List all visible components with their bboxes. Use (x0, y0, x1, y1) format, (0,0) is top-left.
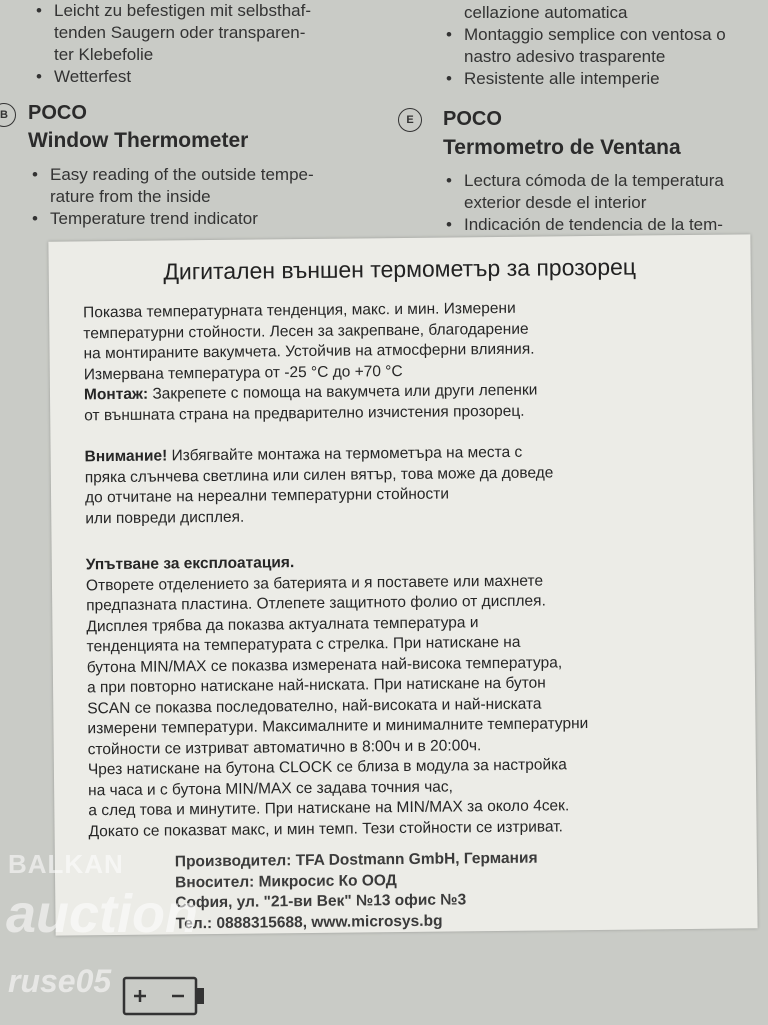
instructions-heading-text: Упътване за експлоатация. (85, 554, 295, 574)
language-badge-e: E (398, 108, 422, 132)
bulgarian-label-sticker (48, 234, 757, 935)
importer-line: Вносител: Микросис Ко ООД (175, 871, 397, 891)
text-line: Докато се показват макс, и мин темп. Тези стойности се изтриват. (88, 817, 563, 840)
warning-label: Внимание! (84, 447, 168, 466)
description-paragraph (83, 297, 724, 427)
leaflet-line: • Temperature trend indicator (28, 208, 368, 230)
text-line: предпазната пластина. Отлепете защитното фолио от дисплея. (86, 592, 546, 615)
text-line: от външната страна на предварително изчистения прозорец. (84, 402, 525, 424)
text-line: Показва температурната тенденция, макс. и мин. Измерени (83, 299, 516, 322)
text-line: пряка слънчева светлина или силен вятър, това може да доведе (84, 463, 554, 486)
brand-label: POCO (28, 102, 87, 124)
text-line: до отчитане на нереални температурни стойности (84, 485, 450, 507)
text-line: SCAN се показва последователно, най-високата и най-ниската (87, 695, 542, 717)
text-line: Чрез натискане на бутона CLOCK се близа в модула за настройка (87, 756, 567, 779)
sticker-title: Дигитален външен термометър за прозорец (163, 253, 637, 285)
leaflet-line: • Leicht zu befestigen mit selbsthaf- (32, 0, 372, 22)
watermark-brand: BALKAN (8, 849, 124, 879)
text-line: измерени температури. Максималните и минималните температурни (87, 715, 589, 738)
text-line: или повреди дисплея. (85, 508, 245, 527)
leaflet-german-column (32, 0, 372, 88)
product-title-spanish: Termometro de Ventana (443, 136, 681, 159)
text-line: стойности се изтриват автоматично в 8:00ч и в 20:00ч. (87, 736, 482, 758)
watermark-user: ruse05 (8, 963, 112, 999)
text-line: температурни стойности. Лесен за закрепване, благодарение (83, 320, 529, 342)
text-line: Измервана температура от -25 °C до +70 °C (83, 362, 403, 383)
mounting-label: Монтаж: (83, 385, 149, 404)
importer-footer (175, 846, 768, 935)
text-line: а при повторно натискане най-ниската. При натискане на бутон (86, 674, 546, 697)
text-line: Дисплея трябва да показва актуалната температура и (86, 613, 479, 635)
leaflet-line: • Montaggio semplice con ventosa o (442, 24, 762, 46)
language-badge-b: B (0, 103, 16, 127)
text-line: на часа и с бутона MIN/MAX се задава точния час, (88, 777, 454, 799)
leaflet-spanish-list (442, 170, 768, 236)
leaflet-line: • Easy reading of the outside tempe- (28, 164, 368, 186)
text-line: на монтираните вакумчета. Устойчив на атмосферни влияния. (83, 340, 535, 363)
leaflet-line: cellazione automatica (464, 3, 628, 22)
mounting-text: Закрепете с помоща на вакумчета или други лепенки (148, 381, 538, 403)
leaflet-line: rature from the inside (50, 187, 211, 206)
manufacturer-line: Производител: TFA Dostmann GmbH, Германия (174, 849, 538, 871)
leaflet-line: • Indicación de tendencia de la tem- (442, 214, 768, 236)
warning-text: Избягвайте монтажа на термометъра на места с (167, 443, 523, 465)
leaflet-line: • Lectura cómoda de la temperatura (442, 170, 768, 192)
text-line: бутона MIN/MAX се показва измерената най-висока температура, (86, 653, 563, 676)
text-line: а след това и минутите. При натискане на MIN/MAX за около 4сек. (88, 797, 570, 820)
contact-line: Тел.: 0888315688, www.microsys.bg (175, 912, 443, 932)
leaflet-line: • Resistente alle intemperie (442, 68, 762, 90)
address-line: София, ул. "21-ви Век" №13 офис №3 (175, 891, 467, 912)
product-title-english: Window Thermometer (28, 129, 249, 152)
leaflet-english-list (28, 164, 368, 230)
leaflet-italian-column (442, 2, 762, 90)
leaflet-line: ter Klebefolie (54, 45, 154, 64)
text-line: тенденцията на температурата с стрелка. При натискане на (86, 633, 521, 656)
watermark-word: auction (6, 884, 199, 944)
leaflet-line: tenden Saugern oder transparen- (54, 23, 306, 42)
warning-paragraph (85, 441, 726, 530)
text-line: Отворете отделението за батерията и я поставете или махнете (85, 572, 544, 594)
leaflet-line: nastro adesivo trasparente (464, 47, 666, 66)
leaflet-line: • Wetterfest (32, 66, 372, 88)
instructions-paragraph (86, 549, 729, 843)
leaflet-line: exterior desde el interior (464, 193, 647, 212)
brand-label: POCO (443, 108, 502, 130)
battery-icon (120, 972, 210, 1018)
